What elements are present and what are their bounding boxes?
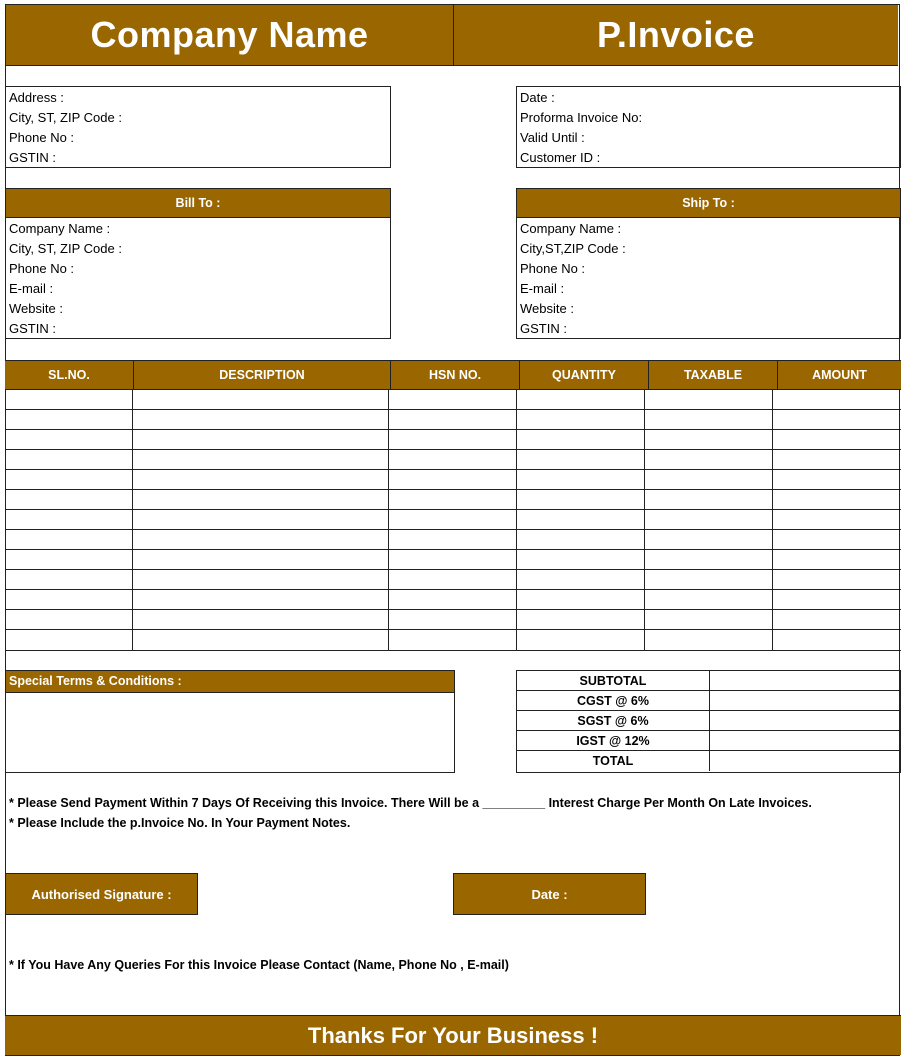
- cell-amount[interactable]: [773, 510, 901, 529]
- col-sl-no: SL.NO.: [5, 361, 134, 389]
- cell-taxable[interactable]: [645, 570, 773, 589]
- seller-gstin-label: GSTIN :: [9, 150, 56, 165]
- table-row: [5, 490, 901, 510]
- cell-amount[interactable]: [773, 430, 901, 449]
- cell-taxable[interactable]: [645, 630, 773, 650]
- cell-description[interactable]: [133, 550, 389, 569]
- cell-amount[interactable]: [773, 590, 901, 609]
- sgst-value[interactable]: [710, 711, 900, 730]
- col-hsn-no: HSN NO.: [391, 361, 520, 389]
- cell-hsn-no[interactable]: [389, 490, 517, 509]
- ship-to-heading: Ship To :: [517, 189, 900, 218]
- cell-taxable[interactable]: [645, 390, 773, 409]
- invoice-info-box: [516, 86, 901, 168]
- subtotal-label: SUBTOTAL: [517, 671, 710, 690]
- cell-description[interactable]: [133, 390, 389, 409]
- thanks-footer: Thanks For Your Business !: [5, 1015, 901, 1055]
- cell-sl-no[interactable]: [5, 550, 133, 569]
- special-terms-box: [5, 670, 455, 773]
- table-row: [5, 430, 901, 450]
- sgst-row: [517, 711, 900, 731]
- ship-city-label: City,ST,ZIP Code :: [520, 241, 626, 256]
- contact-note: * If You Have Any Queries For this Invoice Please Contact (Name, Phone No , E-mail): [9, 958, 509, 972]
- totals-table: [516, 670, 901, 773]
- cgst-value[interactable]: [710, 691, 900, 710]
- table-row: [5, 570, 901, 590]
- cell-description[interactable]: [133, 610, 389, 629]
- col-quantity: QUANTITY: [520, 361, 649, 389]
- cell-amount[interactable]: [773, 550, 901, 569]
- cgst-row: [517, 691, 900, 711]
- cell-taxable[interactable]: [645, 530, 773, 549]
- cell-hsn-no[interactable]: [389, 410, 517, 429]
- ship-to-box: [516, 188, 901, 339]
- valid-until-label: Valid Until :: [520, 130, 585, 145]
- cell-description[interactable]: [133, 430, 389, 449]
- col-description: DESCRIPTION: [134, 361, 391, 389]
- cell-amount[interactable]: [773, 490, 901, 509]
- cell-description[interactable]: [133, 630, 389, 650]
- cell-sl-no[interactable]: [5, 510, 133, 529]
- authorised-signature-label: Authorised Signature :: [5, 873, 198, 915]
- cell-sl-no[interactable]: [5, 490, 133, 509]
- special-terms-heading: Special Terms & Conditions :: [6, 671, 454, 693]
- igst-row: [517, 731, 900, 751]
- cell-quantity[interactable]: [517, 570, 645, 589]
- cell-sl-no[interactable]: [5, 590, 133, 609]
- cell-amount[interactable]: [773, 630, 901, 650]
- customer-id-label: Customer ID :: [520, 150, 601, 165]
- cell-quantity[interactable]: [517, 410, 645, 429]
- table-row: [5, 610, 901, 630]
- cell-taxable[interactable]: [645, 490, 773, 509]
- table-row: [5, 410, 901, 430]
- cell-hsn-no[interactable]: [389, 430, 517, 449]
- cell-amount[interactable]: [773, 610, 901, 629]
- cell-quantity[interactable]: [517, 490, 645, 509]
- bill-website-label: Website :: [9, 301, 63, 316]
- cell-description[interactable]: [133, 450, 389, 469]
- cell-hsn-no[interactable]: [389, 530, 517, 549]
- cell-sl-no[interactable]: [5, 430, 133, 449]
- items-table: [5, 360, 901, 651]
- cell-hsn-no[interactable]: [389, 630, 517, 650]
- table-row: [5, 530, 901, 550]
- cell-quantity[interactable]: [517, 470, 645, 489]
- cell-description[interactable]: [133, 590, 389, 609]
- cell-taxable[interactable]: [645, 550, 773, 569]
- proforma-number-label: Proforma Invoice No:: [520, 110, 643, 125]
- ship-company-label: Company Name :: [520, 221, 622, 236]
- seller-phone-label: Phone No :: [9, 130, 75, 145]
- sgst-label: SGST @ 6%: [517, 711, 710, 730]
- cell-description[interactable]: [133, 410, 389, 429]
- total-row: [517, 751, 900, 771]
- company-name-header: Company Name: [6, 5, 454, 66]
- cell-taxable[interactable]: [645, 470, 773, 489]
- cell-quantity[interactable]: [517, 550, 645, 569]
- seller-address-label: Address :: [9, 90, 64, 105]
- table-row: [5, 590, 901, 610]
- ship-phone-label: Phone No :: [520, 261, 586, 276]
- cell-taxable[interactable]: [645, 510, 773, 529]
- cell-sl-no[interactable]: [5, 610, 133, 629]
- table-row: [5, 550, 901, 570]
- total-label: TOTAL: [517, 751, 710, 771]
- ship-email-label: E-mail :: [520, 281, 565, 296]
- ship-website-label: Website :: [520, 301, 574, 316]
- cell-sl-no[interactable]: [5, 470, 133, 489]
- seller-city-label: City, ST, ZIP Code :: [9, 110, 122, 125]
- cell-sl-no[interactable]: [5, 570, 133, 589]
- cell-hsn-no[interactable]: [389, 510, 517, 529]
- bill-email-label: E-mail :: [9, 281, 54, 296]
- invoice-date-label: Date :: [520, 90, 555, 105]
- cell-quantity[interactable]: [517, 390, 645, 409]
- table-row: [5, 390, 901, 410]
- cell-taxable[interactable]: [645, 590, 773, 609]
- cell-hsn-no[interactable]: [389, 390, 517, 409]
- cell-sl-no[interactable]: [5, 530, 133, 549]
- cell-taxable[interactable]: [645, 450, 773, 469]
- bill-city-label: City, ST, ZIP Code :: [9, 241, 122, 256]
- table-row: [5, 630, 901, 650]
- table-row: [5, 470, 901, 490]
- cell-hsn-no[interactable]: [389, 590, 517, 609]
- cell-taxable[interactable]: [645, 610, 773, 629]
- cell-amount[interactable]: [773, 410, 901, 429]
- cell-quantity[interactable]: [517, 430, 645, 449]
- cgst-label: CGST @ 6%: [517, 691, 710, 710]
- cell-quantity[interactable]: [517, 510, 645, 529]
- cell-hsn-no[interactable]: [389, 610, 517, 629]
- cell-amount[interactable]: [773, 570, 901, 589]
- igst-value[interactable]: [710, 731, 900, 750]
- invoice-sheet: [5, 4, 900, 1056]
- cell-hsn-no[interactable]: [389, 450, 517, 469]
- igst-label: IGST @ 12%: [517, 731, 710, 750]
- bill-to-heading: Bill To :: [6, 189, 390, 218]
- table-row: [5, 450, 901, 470]
- cell-amount[interactable]: [773, 530, 901, 549]
- total-value[interactable]: [710, 751, 900, 771]
- cell-quantity[interactable]: [517, 610, 645, 629]
- items-table-header: [5, 361, 901, 390]
- invoice-title-header: P.Invoice: [454, 5, 898, 66]
- cell-sl-no[interactable]: [5, 450, 133, 469]
- cell-taxable[interactable]: [645, 410, 773, 429]
- subtotal-value[interactable]: [710, 671, 900, 690]
- cell-sl-no[interactable]: [5, 630, 133, 650]
- cell-hsn-no[interactable]: [389, 550, 517, 569]
- cell-quantity[interactable]: [517, 530, 645, 549]
- cell-quantity[interactable]: [517, 590, 645, 609]
- cell-description[interactable]: [133, 470, 389, 489]
- cell-quantity[interactable]: [517, 630, 645, 650]
- seller-info-box: [5, 86, 391, 168]
- cell-sl-no[interactable]: [5, 390, 133, 409]
- cell-quantity[interactable]: [517, 450, 645, 469]
- bill-gstin-label: GSTIN :: [9, 321, 56, 336]
- cell-taxable[interactable]: [645, 430, 773, 449]
- bill-company-label: Company Name :: [9, 221, 111, 236]
- cell-amount[interactable]: [773, 470, 901, 489]
- bill-phone-label: Phone No :: [9, 261, 75, 276]
- payment-terms-note: * Please Send Payment Within 7 Days Of Receiving this Invoice. There Will be a _________ Interest Charge Per Month On Late Invoices.: [9, 796, 812, 810]
- col-taxable: TAXABLE: [649, 361, 778, 389]
- cell-description[interactable]: [133, 570, 389, 589]
- table-row: [5, 510, 901, 530]
- cell-sl-no[interactable]: [5, 410, 133, 429]
- cell-hsn-no[interactable]: [389, 570, 517, 589]
- signature-date-label: Date :: [453, 873, 646, 915]
- cell-description[interactable]: [133, 510, 389, 529]
- cell-description[interactable]: [133, 530, 389, 549]
- bill-to-box: [5, 188, 391, 339]
- cell-hsn-no[interactable]: [389, 470, 517, 489]
- cell-description[interactable]: [133, 490, 389, 509]
- subtotal-row: [517, 671, 900, 691]
- cell-amount[interactable]: [773, 450, 901, 469]
- ship-gstin-label: GSTIN :: [520, 321, 567, 336]
- cell-amount[interactable]: [773, 390, 901, 409]
- items-table-body: [5, 390, 901, 650]
- col-amount: AMOUNT: [812, 368, 867, 382]
- invoice-number-note: * Please Include the p.Invoice No. In Your Payment Notes.: [9, 816, 351, 830]
